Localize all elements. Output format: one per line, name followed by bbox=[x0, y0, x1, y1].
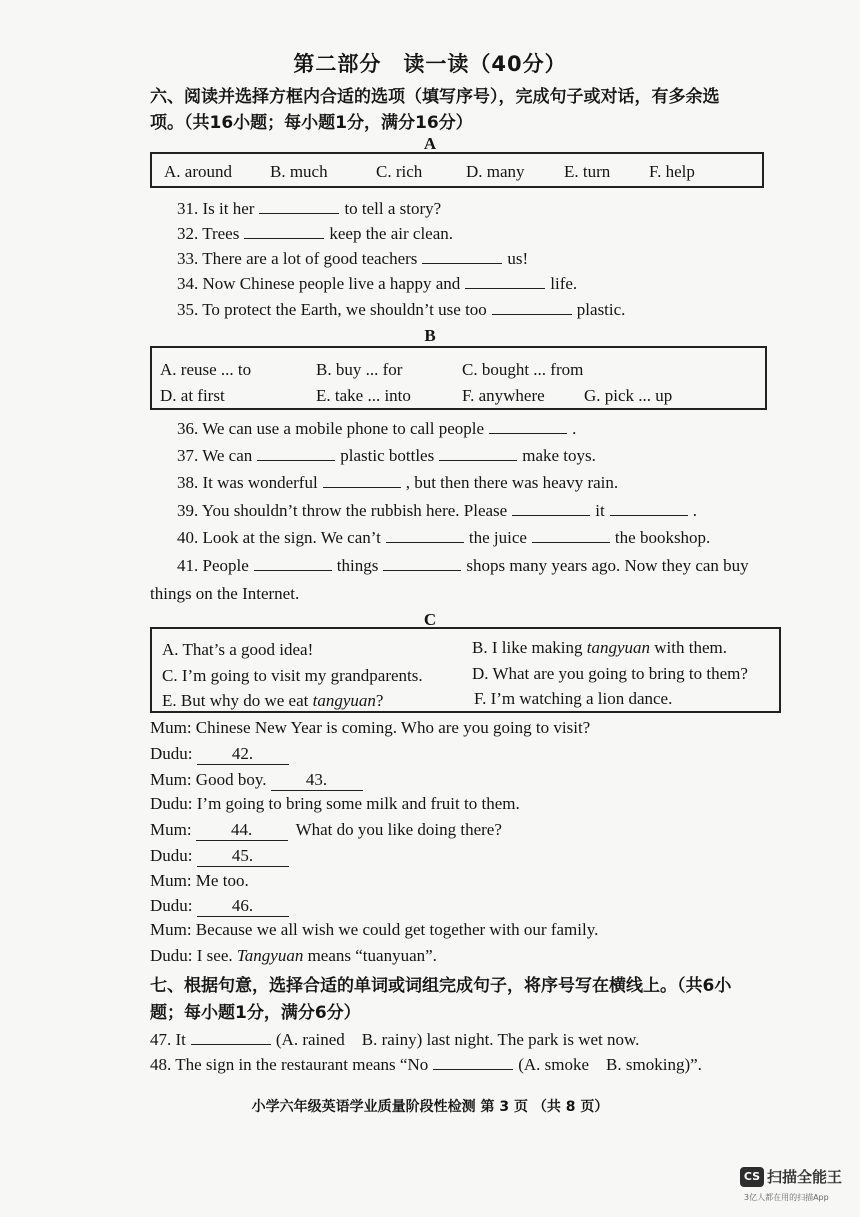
answer-blank-34[interactable] bbox=[465, 274, 545, 289]
answer-blank-42[interactable]: 42. bbox=[197, 744, 289, 765]
answer-blank-45[interactable]: 45. bbox=[197, 846, 289, 867]
question-39: 39. You shouldn’t throw the rubbish here. Please it . bbox=[177, 501, 697, 520]
option-c-rich: C. rich bbox=[376, 162, 423, 181]
question-41: 41. People things shops many years ago. Now they can buy bbox=[177, 556, 749, 575]
section-a-label: A bbox=[423, 134, 437, 153]
answer-blank-38[interactable] bbox=[323, 473, 401, 488]
option-c-a: A. That’s a good idea! bbox=[162, 640, 314, 659]
option-e-turn: E. turn bbox=[564, 162, 611, 181]
answer-blank-43[interactable]: 43. bbox=[271, 770, 363, 791]
option-c-b: B. I like making tangyuan with them. bbox=[472, 638, 727, 657]
option-d-many: D. many bbox=[466, 162, 525, 181]
answer-blank-41b[interactable] bbox=[383, 556, 461, 571]
answer-blank-39b[interactable] bbox=[610, 501, 688, 516]
answer-blank-44[interactable]: 44. bbox=[196, 820, 288, 841]
section6-heading-line2: 项。（共16小题；每小题1分，满分16分） bbox=[150, 113, 473, 133]
option-box-b bbox=[150, 346, 767, 410]
section6-heading-line1: 六、阅读并选择方框内合适的选项（填写序号），完成句子或对话，有多余选 bbox=[150, 87, 720, 107]
option-b-buy-for: B. buy ... for bbox=[316, 360, 403, 379]
answer-blank-35[interactable] bbox=[492, 300, 572, 315]
option-d-at-first: D. at first bbox=[160, 386, 225, 405]
camscanner-logo-icon: CS bbox=[740, 1167, 764, 1187]
section7-heading-line2: 题；每小题1分，满分6分） bbox=[150, 1003, 361, 1023]
option-c-f: F. I’m watching a lion dance. bbox=[474, 689, 673, 708]
dialogue-line-42: Dudu: 42. bbox=[150, 744, 289, 765]
answer-blank-33[interactable] bbox=[422, 249, 502, 264]
option-f-help: F. help bbox=[649, 162, 695, 181]
option-b-much: B. much bbox=[270, 162, 328, 181]
option-c-e: E. But why do we eat tangyuan? bbox=[162, 691, 384, 710]
dialogue-line-44: Mum: 44. What do you like doing there? bbox=[150, 820, 502, 839]
option-g-pick-up: G. pick ... up bbox=[584, 386, 673, 405]
dialogue-line-43: Mum: Good boy. 43. bbox=[150, 770, 363, 791]
question-32: 32. Trees keep the air clean. bbox=[177, 224, 454, 243]
section-b-label: B bbox=[424, 326, 436, 345]
answer-blank-41a[interactable] bbox=[254, 556, 332, 571]
question-33: 33. There are a lot of good teachers us! bbox=[177, 249, 529, 268]
dialogue-line-7: Mum: Me too. bbox=[150, 871, 249, 890]
answer-blank-37a[interactable] bbox=[257, 446, 335, 461]
answer-blank-40a[interactable] bbox=[386, 528, 464, 543]
answer-blank-46[interactable]: 46. bbox=[197, 896, 289, 917]
question-31: 31. Is it her to tell a story? bbox=[177, 199, 442, 218]
answer-blank-37b[interactable] bbox=[439, 446, 517, 461]
scanner-watermark bbox=[740, 1166, 842, 1187]
answer-blank-31[interactable] bbox=[259, 199, 339, 214]
answer-blank-39a[interactable] bbox=[512, 501, 590, 516]
answer-blank-40b[interactable] bbox=[532, 528, 610, 543]
dialogue-line-10: Dudu: I see. Tangyuan means “tuanyuan”. bbox=[150, 946, 437, 965]
dialogue-line-4: Dudu: I’m going to bring some milk and fruit to them. bbox=[150, 794, 520, 813]
question-38: 38. It was wonderful , but then there was heavy rain. bbox=[177, 473, 619, 492]
dialogue-line-9: Mum: Because we all wish we could get together with our family. bbox=[150, 920, 599, 939]
question-34: 34. Now Chinese people live a happy and life. bbox=[177, 274, 578, 293]
option-e-take-into: E. take ... into bbox=[316, 386, 411, 405]
option-box-a bbox=[150, 152, 764, 188]
question-41-line2: things on the Internet. bbox=[150, 584, 300, 603]
dialogue-line-45: Dudu: 45. bbox=[150, 846, 289, 867]
answer-blank-47[interactable] bbox=[191, 1030, 271, 1045]
answer-blank-32[interactable] bbox=[244, 224, 324, 239]
option-c-d: D. What are you going to bring to them? bbox=[472, 664, 748, 683]
question-36: 36. We can use a mobile phone to call people . bbox=[177, 419, 577, 438]
option-a-around: A. around bbox=[164, 162, 232, 181]
question-37: 37. We can plastic bottles make toys. bbox=[177, 446, 596, 465]
answer-blank-48[interactable] bbox=[433, 1055, 513, 1070]
dialogue-line-1: Mum: Chinese New Year is coming. Who are you going to visit? bbox=[150, 718, 591, 737]
watermark-tagline: 3亿人都在用的扫描App bbox=[744, 1193, 829, 1202]
question-40: 40. Look at the sign. We can’t the juice the bookshop. bbox=[177, 528, 711, 547]
option-a-reuse-to: A. reuse ... to bbox=[160, 360, 252, 379]
watermark-app-name: 扫描全能王 bbox=[767, 1168, 843, 1186]
section7-heading-line1: 七、根据句意，选择合适的单词或词组完成句子，将序号写在横线上。（共6小 bbox=[150, 976, 732, 996]
part-title: 第二部分 读一读（40分） bbox=[293, 52, 567, 76]
option-box-c bbox=[150, 627, 781, 713]
option-c-bought-from: C. bought ... from bbox=[462, 360, 584, 379]
dialogue-line-46: Dudu: 46. bbox=[150, 896, 289, 917]
option-f-anywhere: F. anywhere bbox=[462, 386, 545, 405]
section-c-label: C bbox=[423, 610, 437, 629]
option-c-c: C. I’m going to visit my grandparents. bbox=[162, 666, 423, 685]
question-48: 48. The sign in the restaurant means “No (A. smoke B. smoking)”. bbox=[150, 1055, 702, 1074]
answer-blank-36[interactable] bbox=[489, 419, 567, 434]
question-47: 47. It (A. rained B. rainy) last night. The park is wet now. bbox=[150, 1030, 640, 1049]
question-35: 35. To protect the Earth, we shouldn’t use too plastic. bbox=[177, 300, 626, 319]
page-footer: 小学六年级英语学业质量阶段性检测 第 3 页 （共 8 页） bbox=[251, 1099, 609, 1115]
